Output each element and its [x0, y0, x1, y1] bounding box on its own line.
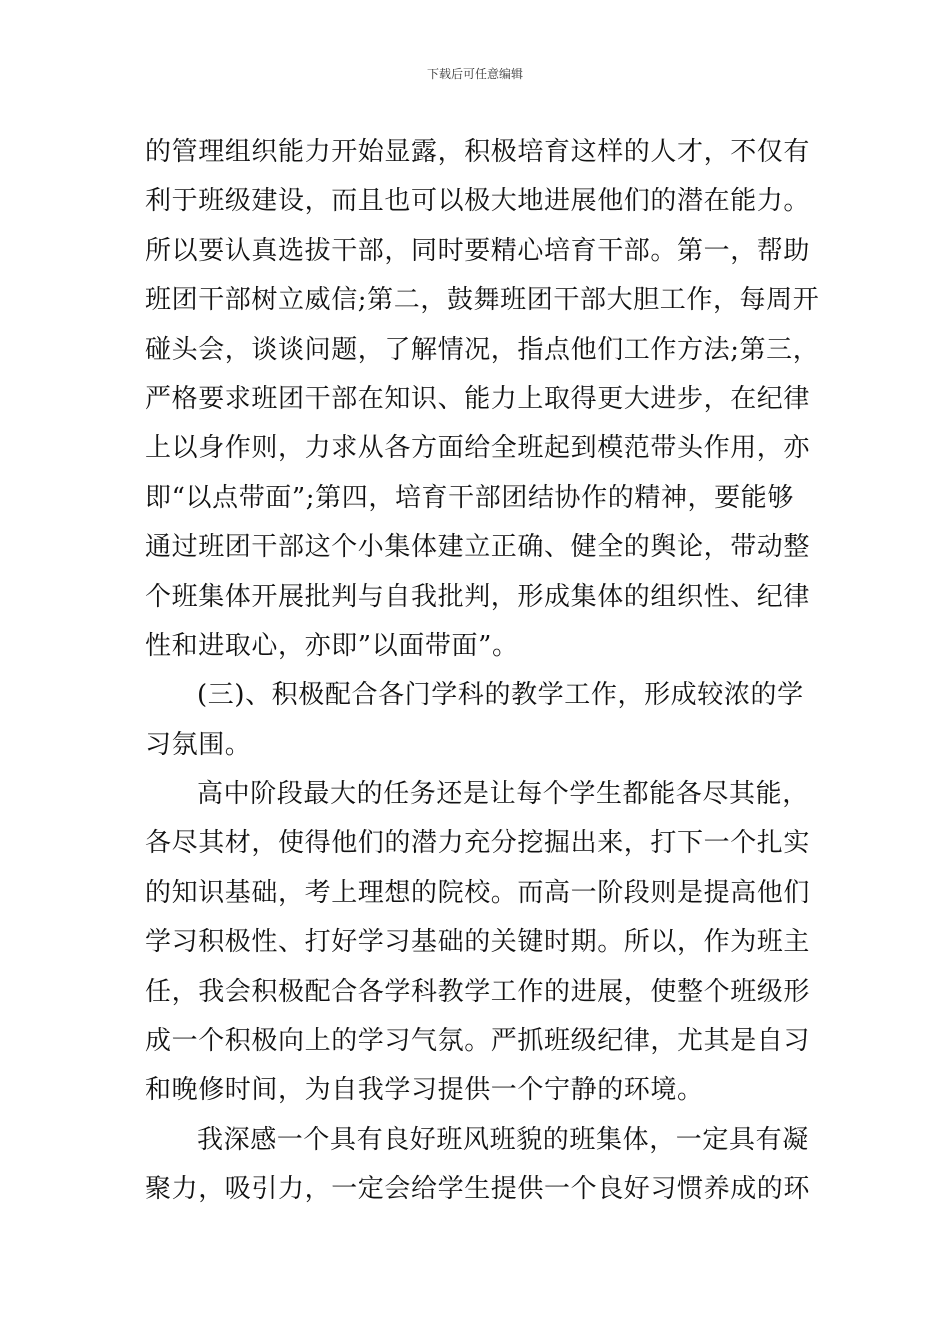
text-line: 各尽其材，使得他们的潜力充分挖掘出来，打下一个扎实: [145, 828, 811, 859]
text-line: 通过班团干部这个小集体建立正确、健全的舆论，带动整: [145, 532, 811, 563]
text-line: 上以身作则，力求从各方面给全班起到模范带头作用，亦: [145, 433, 811, 464]
text-line: 的知识基础，考上理想的院校。而高一阶段则是提高他们: [145, 877, 811, 908]
text-line: 利于班级建设，而且也可以极大地进展他们的潜在能力。: [145, 186, 811, 217]
text-line: 性和进取心，亦即”以面带面”。: [145, 630, 519, 661]
section-heading-line: (三)、积极配合各门学科的教学工作，形成较浓的学: [197, 680, 804, 711]
text-line: 学习积极性、打好学习基础的关键时期。所以，作为班主: [145, 927, 811, 958]
text-line: 个班集体开展批判与自我批判，形成集体的组织性、纪律: [145, 581, 811, 612]
text-line: 和晚修时间，为自我学习提供一个宁静的环境。: [145, 1075, 704, 1106]
text-line: 习氛围。: [145, 729, 252, 760]
body-text: [145, 128, 820, 1215]
text-line: 班团干部树立威信;第二，鼓舞班团干部大胆工作，每周开: [145, 285, 820, 316]
text-line: 碰头会，谈谈问题，了解情况，指点他们工作方法;第三，: [145, 334, 820, 365]
text-line: 聚力，吸引力，一定会给学生提供一个良好习惯养成的环: [145, 1174, 811, 1205]
text-line: 即“以点带面”;第四，培育干部团结协作的精神，要能够: [145, 482, 794, 513]
text-line: 任，我会积极配合各学科教学工作的进展，使整个班级形: [145, 976, 811, 1007]
download-note: 下载后可任意编辑: [426, 67, 523, 81]
text-line: 所以要认真选拔干部，同时要精心培育干部。第一，帮助: [145, 235, 811, 266]
text-line: 的管理组织能力开始显露，积极培育这样的人才，不仅有: [145, 137, 811, 167]
paragraph-start-line: 我深感一个具有良好班风班貌的班集体，一定具有凝: [197, 1124, 809, 1155]
text-line: 严格要求班团干部在知识、能力上取得更大进步，在纪律: [145, 383, 811, 414]
paragraph-start-line: 高中阶段最大的任务还是让每个学生都能各尽其能，: [197, 779, 809, 810]
text-line: 成一个积极向上的学习气氛。严抓班级纪律，尤其是自习: [145, 1026, 811, 1057]
